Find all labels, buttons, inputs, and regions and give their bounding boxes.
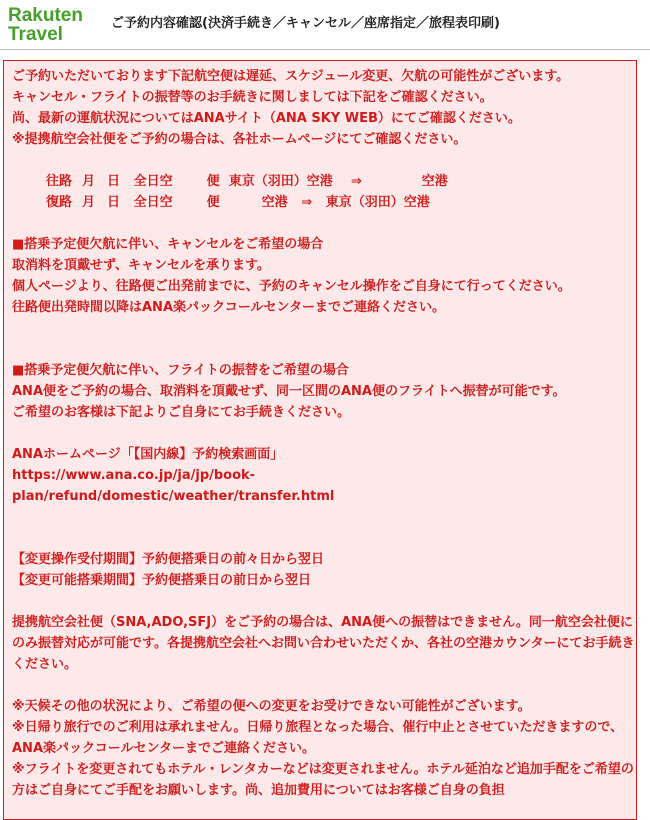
inbound-origin: 空港 <box>261 195 288 210</box>
outbound-flight: 往路 月 日 全日空 便 東京（羽田）空港 ⇒ 空港 <box>46 174 448 189</box>
ana-link-label: ANAホームページ「【国内線】予約検索画面」 <box>12 447 284 462</box>
cancel-line: 取消料を頂戴せず、キャンセルを承ります。 <box>12 258 270 273</box>
change-period: 【変更可能搭乗期間】予約便搭乗日の前日から翌日 <box>12 573 312 588</box>
cancel-line: 個人ページより、往路便ご出発前までに、予約のキャンセル操作をご自身にて行ってください。 <box>12 279 571 294</box>
outbound-origin: 東京（羽田）空港 <box>228 174 333 189</box>
inbound-label: 復路 <box>46 195 73 210</box>
transfer-heading: ■搭乗予定便欠航に伴い、フライトの振替をご希望の場合 <box>12 363 349 378</box>
transfer-line: ご希望のお客様は下記よりご自身にてお手続きください。 <box>12 405 351 420</box>
ana-url-line[interactable]: plan/refund/domestic/weather/transfer.html <box>12 489 335 504</box>
outbound-destination: 空港 <box>421 174 448 189</box>
page-title: ご予約内容確認(決済手続き／キャンセル／座席指定／旅程表印刷) <box>111 16 500 31</box>
logo-line-1: Rakuten <box>8 5 83 26</box>
intro-line: ※提携航空会社便をご予約の場合は、各社ホームページにてご確認ください。 <box>12 132 467 147</box>
header-divider <box>0 49 650 50</box>
cancel-line: 往路便出発時間以降はANA楽パックコールセンターまでご連絡ください。 <box>12 300 445 315</box>
cancel-heading: ■搭乗予定便欠航に伴い、キャンセルをご希望の場合 <box>12 237 324 252</box>
inbound-flight: 復路 月 日 全日空 便 空港 ⇒ 東京（羽田）空港 <box>46 195 430 210</box>
inbound-destination: 東京（羽田）空港 <box>325 195 430 210</box>
change-period: 【変更操作受付期間】予約便搭乗日の前々日から翌日 <box>12 552 325 567</box>
ana-url-line[interactable]: https://www.ana.co.jp/ja/jp/book- <box>12 468 256 483</box>
intro-line: キャンセル・フライトの振替等のお手続きに関しましては下記をご確認ください。 <box>12 90 493 105</box>
page-header <box>0 0 650 54</box>
inbound-airline: 全日空 <box>133 195 173 210</box>
transfer-line: ANA便をご予約の場合、取消料を頂戴せず、同一区間のANA便のフライトへ振替が可能です。 <box>12 384 566 399</box>
partner-airline-note: 提携航空会社便（SNA,ADO,SFJ）をご予約の場合は、ANA便への振替はできません。同一航空会社便にのみ振替対応が可能です。各提携航空会社へお問い合わせいただくか、各社の空港カウンターにてお手続きください。 <box>12 615 635 672</box>
logo-line-2: Travel <box>8 24 63 45</box>
arrow: ⇒ <box>301 195 313 210</box>
intro-line: ご予約いただいております下記航空便は遅延、スケジュール変更、欠航の可能性がございます。 <box>12 69 570 84</box>
rakuten-travel-logo[interactable] <box>8 6 83 44</box>
note: ※日帰り旅行でのご利用は承れません。日帰り旅程となった場合、催行中止とさせていただきますので、ANA楽パックコールセンターまでご連絡ください。 <box>12 720 624 756</box>
note: ※フライトを変更されてもホテル・レンタカーなどは変更されません。ホテル延泊など追加手配をご希望の方はご自身にてご手配をお願いします。尚、追加費用についてはお客様ご自身の負担 <box>12 762 634 798</box>
intro-line: 尚、最新の運航状況についてはANAサイト（ANA SKY WEB）にてご確認ください。 <box>12 111 521 126</box>
note: ※天候その他の状況により、ご希望の便への変更をお受けできない可能性がございます。 <box>12 699 531 714</box>
outbound-label: 往路 <box>46 174 73 189</box>
outbound-airline: 全日空 <box>133 174 173 189</box>
arrow: ⇒ <box>350 174 362 189</box>
flight-disruption-notice <box>3 60 637 820</box>
